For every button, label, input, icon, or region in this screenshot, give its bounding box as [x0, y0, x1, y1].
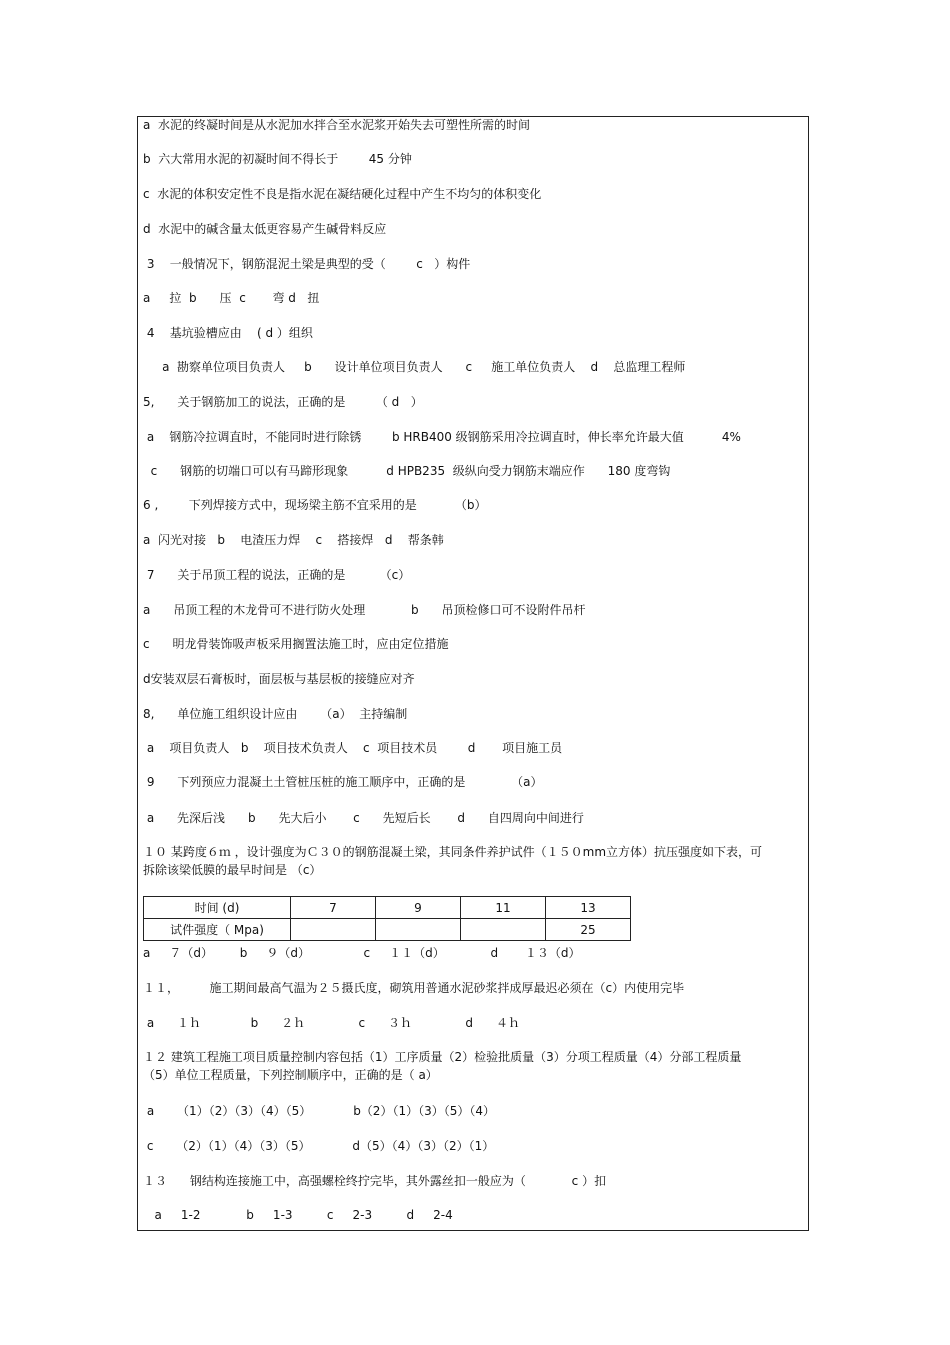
- question-6: 6 , 下列焊接方式中，现场梁主筋不宜采用的是 （b）: [143, 498, 487, 512]
- options-10: a ７（d） b ９（d） c １１（d） d １３（d）: [143, 946, 581, 960]
- question-13: １３ 钢结构连接施工中，高强螺栓终拧完毕，其外露丝扣一般应为（ c ）扣: [143, 1174, 607, 1188]
- question-4: 4 基坑验槽应由 ( d ）组织: [143, 326, 313, 340]
- options-13: a 1-2 b 1-3 c 2-3 d 2-4: [143, 1208, 453, 1222]
- table-cell: [291, 919, 376, 941]
- table-cell: 25: [546, 919, 631, 941]
- options-12-ab: a （1）（2）（3）（4）（5） b（2）（1）（3）（5）（4）: [143, 1104, 495, 1118]
- options-5-ab: a 钢筋冷拉调直时，不能同时进行除锈 b HRB400 级钢筋采用冷拉调直时，伸长率允许最大值 4%: [143, 430, 741, 444]
- table-cell: [461, 919, 546, 941]
- options-7-c: c 明龙骨装饰吸声板采用搁置法施工时，应由定位措施: [143, 637, 449, 651]
- question-12: １２ 建筑工程施工项目质量控制内容包括（1）工序质量（2）检验批质量（3）分项工程质量（4）分部工程质量（5）单位工程质量，下列控制顺序中，正确的是（ a）: [143, 1050, 742, 1082]
- question-10: １０ 某跨度６ｍ ，设计强度为Ｃ３０的钢筋混凝土梁，其同条件养护试件（１５０mm立方体）抗压强度如下表，可拆除该梁低膜的最早时间是 （c）: [143, 845, 763, 877]
- options-4: a 勘察单位项目负责人 b 设计单位项目负责人 c 施工单位负责人 d 总监理工程师: [143, 360, 686, 374]
- strength-table: [143, 896, 631, 941]
- options-3: a 拉 b 压 c 弯 d 扭: [143, 291, 320, 305]
- question-11: １１， 施工期间最高气温为２５摄氏度，砌筑用普通水泥砂浆拌成厚最迟必须在（c）内使用完毕: [143, 981, 685, 995]
- question-3: 3 一般情况下，钢筋混泥土梁是典型的受（ c ）构件: [143, 257, 471, 271]
- table-row: [144, 919, 631, 941]
- table-cell: 7: [291, 897, 376, 919]
- text-line: a 水泥的终凝时间是从水泥加水拌合至水泥浆开始失去可塑性所需的时间: [143, 118, 530, 132]
- table-cell: [376, 919, 461, 941]
- question-7: 7 关于吊顶工程的说法，正确的是 （c）: [143, 568, 411, 582]
- table-cell: 11: [461, 897, 546, 919]
- options-11: a １ｈ b ２ｈ c ３ｈ d ４ｈ: [143, 1016, 520, 1030]
- table-cell: 13: [546, 897, 631, 919]
- question-8: 8, 单位施工组织设计应由 （a） 主持编制: [143, 707, 408, 721]
- options-9: a 先深后浅 b 先大后小 c 先短后长 d 自四周向中间进行: [143, 811, 584, 825]
- options-7-d: d安装双层石膏板时，面层板与基层板的接缝应对齐: [143, 672, 415, 686]
- options-8: a 项目负责人 b 项目技术负责人 c 项目技术员 d 项目施工员: [143, 741, 563, 755]
- text-line: b 六大常用水泥的初凝时间不得长于 45 分钟: [143, 152, 412, 166]
- table-cell: 时间 (d): [144, 897, 291, 919]
- options-7-ab: a 吊顶工程的木龙骨可不进行防火处理 b 吊顶检修口可不设附件吊杆: [143, 603, 586, 617]
- table-cell: 9: [376, 897, 461, 919]
- options-6: a 闪光对接 b 电渣压力焊 c 搭接焊 d 帮条韩: [143, 533, 444, 547]
- options-5-cd: c 钢筋的切端口可以有马蹄形现象 d HPB235 级纵向受力钢筋末端应作 180 度弯钩: [143, 464, 671, 478]
- options-12-cd: c （2）（1）（4）（3）（5） d（5）（4）（3）（2）（1）: [143, 1139, 495, 1153]
- table-cell: 试件强度（ Mpa): [144, 919, 291, 941]
- question-5: 5, 关于钢筋加工的说法，正确的是 （ d ）: [143, 395, 423, 409]
- question-9: 9 下列预应力混凝土土管桩压桩的施工顺序中，正确的是 （a）: [143, 775, 543, 789]
- text-line: c 水泥的体积安定性不良是指水泥在凝结硬化过程中产生不均匀的体积变化: [143, 187, 542, 201]
- text-line: d 水泥中的碱含量太低更容易产生碱骨料反应: [143, 222, 387, 236]
- table-row: [144, 897, 631, 919]
